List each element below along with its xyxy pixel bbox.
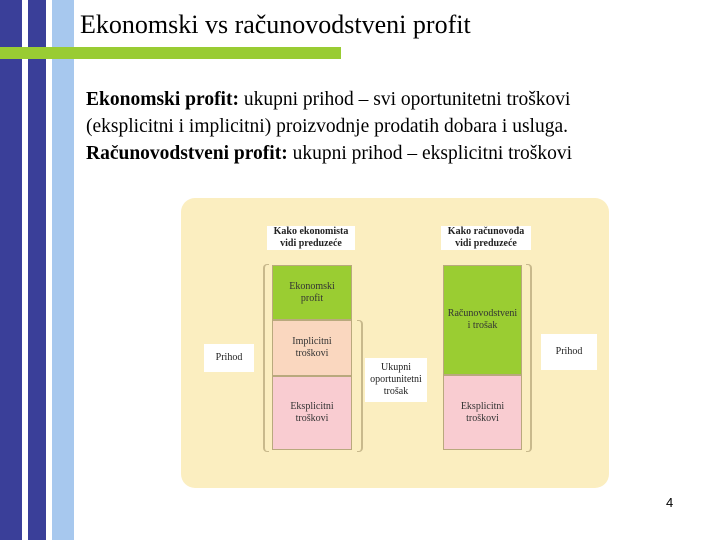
diagram-panel: [181, 198, 609, 488]
slide-title: Ekonomski vs računovodstveni profit: [80, 10, 471, 39]
opportunity-cost-bracket: [357, 320, 363, 452]
title-underline: [0, 47, 341, 59]
definition-line: Računovodstveni profit: ukupni prihod – eksplicitni troškovi: [86, 143, 573, 164]
decor-stripe: [0, 0, 22, 540]
revenue-label-left: Prihod: [204, 344, 254, 372]
decor-stripe: [52, 0, 74, 540]
accountant-view-header: Kako računovođa vidi preduzeće: [441, 226, 531, 250]
opportunity-cost-label: Ukupni oportunitetni trošak: [365, 358, 427, 402]
definition-line: (eksplicitni i implicitni) proizvodnje prodatih dobara i usluga.: [86, 116, 568, 137]
page-number: 4: [666, 495, 674, 510]
slide-body: [86, 86, 706, 167]
explicit-costs-box-right: Eksplicitni troškovi: [443, 375, 522, 450]
revenue-bracket-right: [526, 264, 532, 452]
implicit-costs-box: Implicitni troškovi: [272, 320, 352, 376]
explicit-costs-box-left: Eksplicitni troškovi: [272, 376, 352, 450]
revenue-label-right: Prihod: [541, 334, 597, 370]
decor-stripe: [28, 0, 46, 540]
economist-view-header: Kako ekonomista vidi preduzeće: [267, 226, 355, 250]
definition-line: Ekonomski profit: ukupni prihod – svi oportunitetni troškovi: [86, 89, 571, 110]
economic-profit-box: Ekonomski profit: [272, 265, 352, 320]
revenue-bracket-left: [263, 264, 269, 452]
accounting-profit-box: Računovodstveni i trošak: [443, 265, 522, 375]
